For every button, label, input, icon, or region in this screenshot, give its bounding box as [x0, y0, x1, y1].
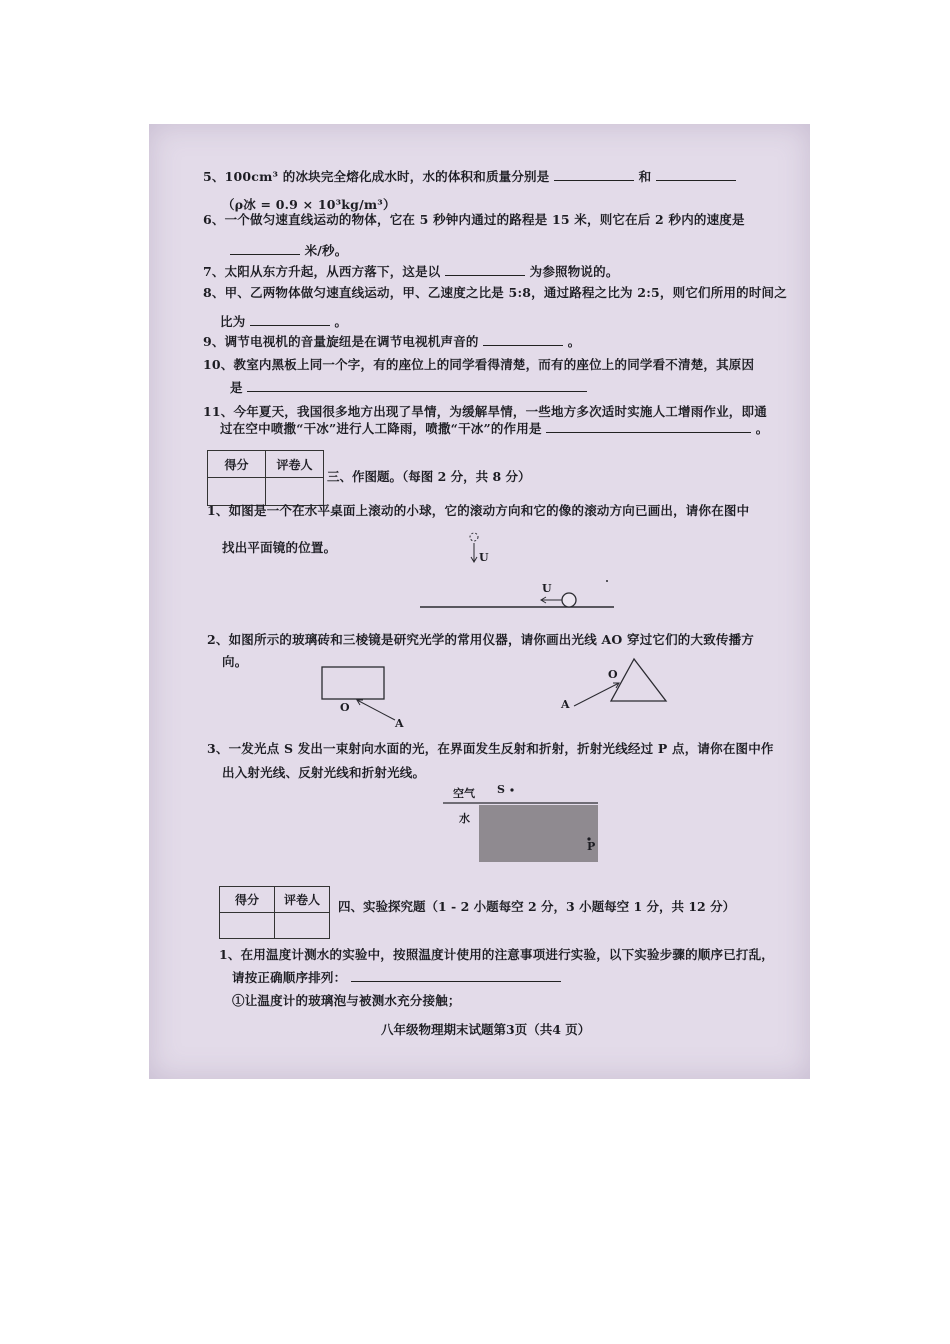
q5-text: 5、100cm³ 的冰块完全熔化成水时，水的体积和质量分别是 [203, 169, 550, 184]
fig1-rolling-ball-diagram [420, 533, 614, 607]
s4-q1-text: 请按正确顺序排列： [232, 970, 347, 985]
s4-step1: ①让温度计的玻璃泡与被测水充分接触； [232, 993, 461, 1008]
section4-title: 四、实验探究题（1 - 2 小题每空 2 分，3 小题每空 1 分，共 12 分） [338, 899, 736, 914]
fig2-a-left: A [395, 717, 404, 730]
prism [611, 659, 666, 701]
q11-text: 过在空中喷撒“干冰”进行人工降雨，喷撒“干冰”的作用是 [220, 421, 542, 436]
ball [562, 593, 576, 607]
q9-text: 9、调节电视机的音量旋纽是在调节电视机声音的 [203, 334, 479, 349]
point-s [510, 788, 513, 791]
s3-q2-line2: 向。 [222, 654, 248, 669]
fig2-o-right: O [608, 668, 618, 681]
q5-and: 和 [638, 169, 652, 184]
s4-q1-line2 [232, 970, 561, 986]
q11-tail: 。 [755, 421, 769, 436]
fig3-p-label: P [587, 840, 596, 853]
q5-line2: （ρ冰 = 0.9 × 10³kg/m³） [222, 197, 396, 212]
score-cell-s4[interactable] [220, 913, 275, 939]
q6-unit: 米/秒。 [304, 243, 348, 258]
s3-q1-line2: 找出平面镜的位置。 [222, 540, 337, 555]
speck [606, 580, 608, 582]
q10-text: 是 [230, 380, 243, 395]
ray-ao-left [357, 700, 395, 720]
s3-q3-line2: 出入射光线、反射光线和折射光线。 [222, 765, 426, 780]
grader-label-s4: 评卷人 [275, 887, 330, 913]
score-box-section4 [219, 886, 330, 939]
q8-line1: 8、甲、乙两物体做匀速直线运动，甲、乙速度之比是 5:8，通过路程之比为 2:5，则它们所用的时间之 [203, 285, 787, 300]
s3-q3-line1: 3、一发光点 S 发出一束射向水面的光，在界面发生反射和折射，折射光线经过 P 点，请你在图中作 [207, 741, 774, 756]
glass-brick [322, 667, 384, 699]
grader-label: 评卷人 [266, 451, 324, 478]
fig3-water-label: 水 [459, 812, 470, 825]
q7-tail: 为参照物说的。 [529, 264, 619, 279]
s4-q1-line1: 1、在用温度计测水的实验中，按照温度计使用的注意事项进行实验，以下实验步骤的顺序已打乱， [219, 947, 774, 962]
s3-q2-line1: 2、如图所示的玻璃砖和三棱镜是研究光学的常用仪器，请你画出光线 AO 穿过它们的大致传播方 [207, 632, 754, 647]
ray-ao-right [574, 683, 619, 706]
page-footer: 八年级物理期末试题第3页（共4 页） [381, 1022, 591, 1037]
fig2-glass-brick-diagram [322, 667, 404, 730]
q9-tail: 。 [567, 334, 581, 349]
fig1-ball-label: U [542, 582, 552, 595]
q10-line1: 10、教室内黑板上同一个字，有的座位上的同学看得清楚，而有的座位上的同学看不清楚，其原因 [203, 357, 755, 372]
fig2-a-right: A [561, 698, 570, 711]
section3-title: 三、作图题。（每图 2 分，共 8 分） [327, 469, 531, 484]
q8-text: 比为 [220, 314, 246, 329]
fig1-image-label: U [479, 551, 489, 564]
grader-cell-s4[interactable] [275, 913, 330, 939]
ball-image-circle [470, 533, 478, 541]
fig3-air-water-diagram [443, 783, 598, 862]
q6-line1: 6、一个做匀速直线运动的物体，它在 5 秒钟内通过的路程是 15 米，则它在后 2 秒内的速度是 [203, 212, 745, 227]
q11-line1: 11、今年夏天，我国很多地方出现了旱情，为缓解旱情，一些地方多次适时实施人工增雨作业，即通 [203, 404, 767, 419]
score-label-s4: 得分 [220, 887, 275, 913]
fig2-prism-diagram [560, 659, 666, 711]
s3-q1-line1: 1、如图是一个在水平桌面上滚动的小球，它的滚动方向和它的像的滚动方向已画出，请你在图中 [207, 503, 750, 518]
q8-tail: 。 [334, 314, 348, 329]
fig2-o-left: O [340, 701, 350, 714]
q7-text: 7、太阳从东方升起，从西方落下，这是以 [203, 264, 441, 279]
fig3-s-label: S [497, 783, 505, 796]
water-region [479, 805, 598, 862]
s4-q1-blank[interactable] [351, 970, 561, 982]
fig3-air-label: 空气 [453, 787, 475, 800]
score-label: 得分 [208, 451, 266, 478]
